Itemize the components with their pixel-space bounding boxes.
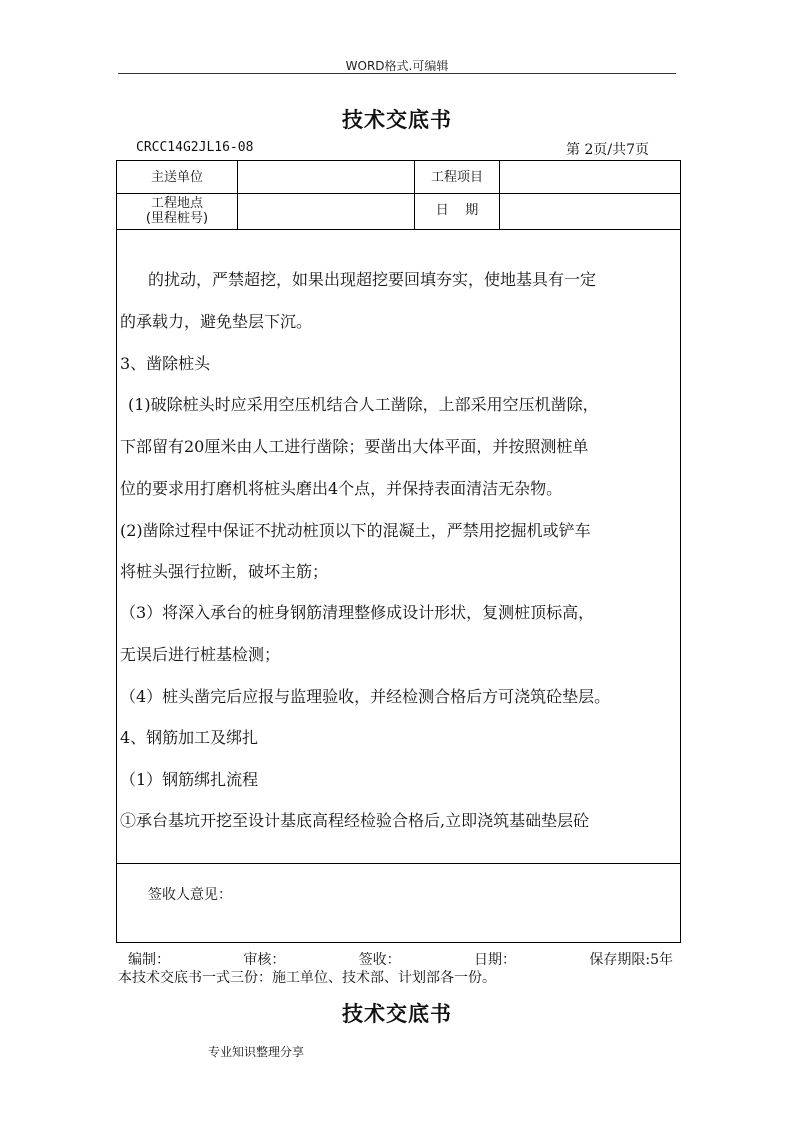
- signature-opinion-label: 签收人意见：: [148, 887, 232, 903]
- body-line: 位的要求用打磨机将桩头磨出4个点，并保持表面清洁无杂物。: [120, 479, 563, 498]
- footer-sign-row: [128, 949, 673, 969]
- retention-label: 保存期限:5年: [589, 952, 673, 968]
- body-line: （3）将深入承台的桩身钢筋清理整修成设计形状，复测桩顶标高，: [120, 603, 595, 622]
- date-footer-label: 日期：: [474, 952, 517, 968]
- header-rule: [118, 73, 676, 74]
- body-line: 的扰动，严禁超挖，如果出现超挖要回填夯实，使地基具有一定: [148, 270, 597, 289]
- body-line: 下部留有20厘米由人工进行凿除；要凿出大体平面，并按照测桩单: [120, 437, 589, 456]
- document-title: 技术交底书: [342, 107, 452, 132]
- table-row-divider: [116, 863, 681, 864]
- location-label-line2: (里程桩号): [145, 211, 209, 226]
- body-line: (1)破除桩头时应采用空压机结合人工凿除，上部采用空压机凿除，: [128, 395, 599, 414]
- subsection-heading: （1）钢筋绑扎流程: [120, 770, 259, 789]
- body-line: ①承台基坑开挖至设计基底高程经检验合格后,立即浇筑基础垫层砼: [120, 811, 590, 830]
- date-label: 日 期: [435, 203, 479, 218]
- section-heading: 4、钢筋加工及绑扎: [120, 728, 259, 747]
- table-row-divider: [116, 193, 681, 194]
- review-label: 审核：: [243, 952, 286, 968]
- location-label-line1: 工程地点: [150, 196, 203, 211]
- table-col-divider: [237, 160, 238, 229]
- body-line: 将桩头强行拉断，破坏主筋；: [120, 562, 329, 581]
- sign-label: 签收：: [358, 952, 401, 968]
- document-number: CRCC14G2JL16-08: [136, 140, 254, 155]
- project-label: 工程项目: [430, 170, 483, 185]
- table-col-divider: [499, 160, 500, 229]
- page-footer-text: 专业知识整理分享: [208, 1045, 305, 1059]
- edit-label: 编制：: [128, 952, 170, 968]
- body-line: (2)凿除过程中保证不扰动桩顶以下的混凝土，严禁用挖掘机或铲车: [120, 521, 591, 540]
- body-line: （4）桩头凿完后应报与监理验收，并经检测合格后方可浇筑砼垫层。: [120, 687, 611, 706]
- next-document-title: 技术交底书: [342, 1001, 452, 1026]
- page-header-text: WORD格式.可编辑: [345, 59, 449, 73]
- body-line: 的承载力，避免垫层下沉。: [120, 312, 313, 331]
- section-heading: 3、凿除桩头: [120, 354, 211, 373]
- body-line: 无误后进行桩基检测；: [120, 645, 281, 664]
- table-row-divider: [116, 229, 681, 230]
- send-unit-label: 主送单位: [150, 170, 203, 185]
- page-number: 第 2页/共7页: [566, 142, 649, 158]
- copies-note: 本技术交底书一式三份：施工单位、技术部、计划部各一份。: [118, 970, 496, 986]
